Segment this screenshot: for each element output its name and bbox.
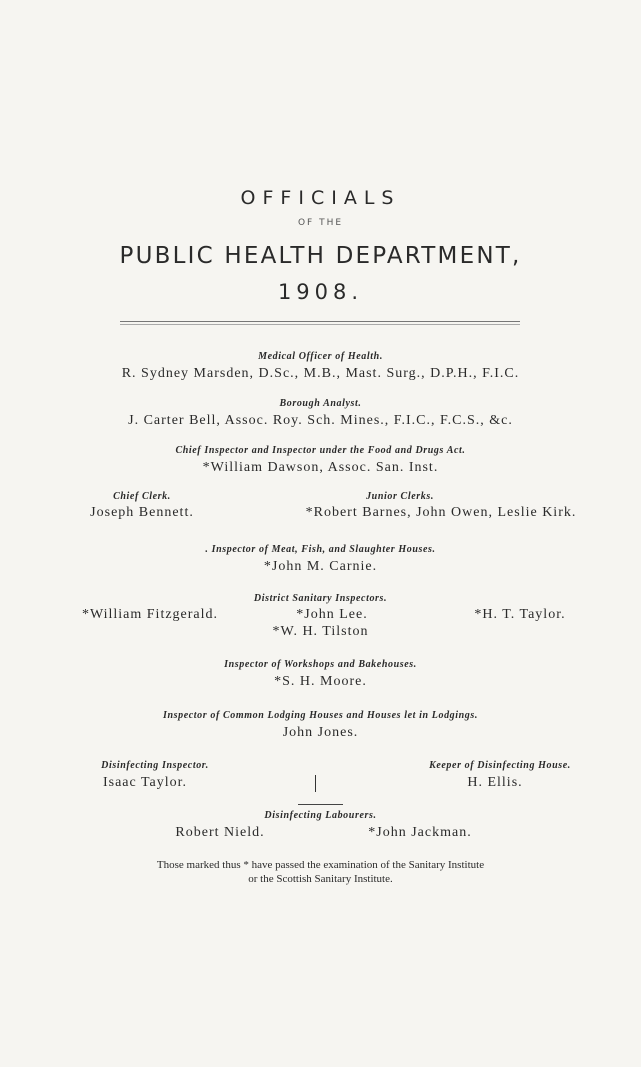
disinfecting-inspector-caption: Disinfecting Inspector. — [101, 760, 209, 771]
footnote-line1: Those marked thus * have passed the examination of the Sanitary Institute — [156, 859, 485, 871]
column-divider — [315, 775, 316, 792]
labourers-caption: Disinfecting Labourers. — [264, 810, 377, 821]
footnote-line2: or the Scottish Sanitary Institute. — [248, 873, 393, 885]
keeper-caption: Keeper of Disinfecting House. — [429, 760, 571, 771]
chief-inspector-name: *William Dawson, Assoc. San. Inst. — [202, 460, 439, 475]
moh-caption: Medical Officer of Health. — [258, 351, 383, 362]
meat-inspector-caption: . Inspector of Meat, Fish, and Slaughter Houses. — [205, 544, 436, 555]
chief-clerk-name: Joseph Bennett. — [90, 505, 194, 520]
chief-inspector-caption: Chief Inspector and Inspector under the Food and Drugs Act. — [175, 445, 466, 456]
workshops-caption: Inspector of Workshops and Bakehouses. — [224, 659, 417, 670]
district-name-1: *William Fitzgerald. — [81, 607, 219, 622]
junior-clerks-names: *Robert Barnes, John Owen, Leslie Kirk. — [305, 505, 577, 520]
heading-department: PUBLIC HEALTH DEPARTMENT, — [119, 243, 522, 269]
district-name-2: *John Lee. — [296, 607, 368, 622]
analyst-name: J. Carter Bell, Assoc. Roy. Sch. Mines., F.I.C., F.C.S., &c. — [128, 413, 513, 428]
workshops-name: *S. H. Moore. — [274, 674, 367, 689]
labourer-name-2: *John Jackman. — [368, 825, 472, 840]
district-caption: District Sanitary Inspectors. — [253, 593, 388, 604]
heading-year: 1908. — [277, 280, 364, 304]
lodging-name: John Jones. — [282, 725, 359, 740]
divider-rule-thin — [120, 324, 520, 325]
district-name-4: *W. H. Tilston — [272, 624, 369, 639]
divider-rule — [120, 321, 520, 322]
keeper-name: H. Ellis. — [467, 775, 523, 790]
chief-clerk-caption: Chief Clerk. — [113, 491, 171, 502]
district-name-3: *H. T. Taylor. — [474, 607, 566, 622]
heading-of-the: OF THE — [297, 218, 344, 228]
labourer-name-1: Robert Nield. — [175, 825, 265, 840]
heading-officials: OFFICIALS — [240, 187, 401, 209]
moh-name: R. Sydney Marsden, D.Sc., M.B., Mast. Surg., D.P.H., F.I.C. — [121, 366, 520, 381]
junior-clerks-caption: Junior Clerks. — [366, 491, 434, 502]
lodging-caption: Inspector of Common Lodging Houses and Houses let in Lodgings. — [162, 710, 479, 721]
disinfecting-inspector-name: Isaac Taylor. — [102, 775, 188, 790]
analyst-caption: Borough Analyst. — [279, 398, 362, 409]
short-rule — [298, 804, 343, 805]
meat-inspector-name: *John M. Carnie. — [263, 559, 378, 574]
